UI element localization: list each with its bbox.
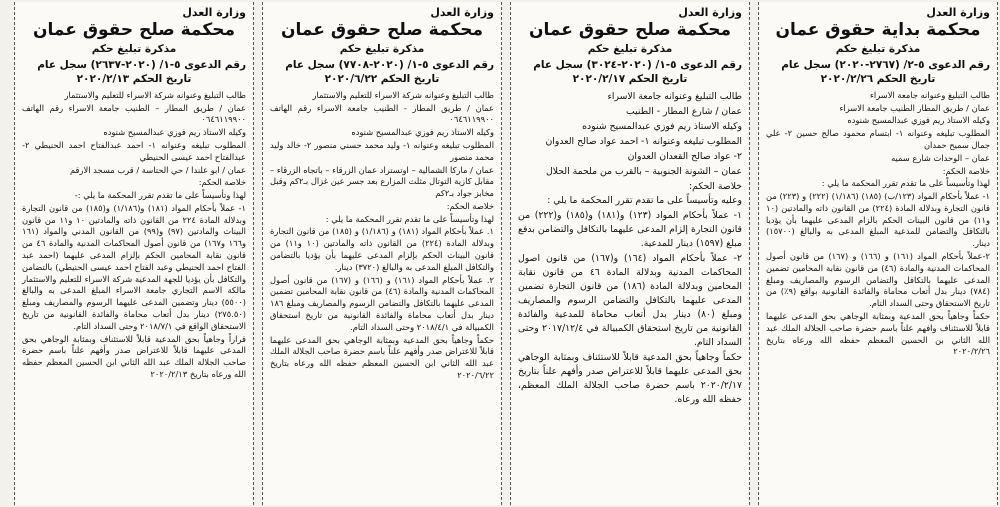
paragraph: المطلوب تبليغه وعنوانه ١- احمد عبدالفتاح احمد الحنيطي ٢- عبدالفتاح احمد عيسى الحنيطي	[22, 140, 247, 162]
paragraph: عمان / طريق المطار الطنيب جامعة الاسراء	[839, 102, 990, 113]
paragraph: ١- عملاً بأحكام المواد (١٢٣/ب) (١٨٥) (١/١٨٦) (٢٢٢) و (٢٢٣) من قانون التجارة وبدلالة المادة (٢٢٤) من القانون ذاته والمادتين (١٠ و١١) من قانون البينات الحكم بالزام المدعى عليهما بأن يؤديا بالتكافل والتضامن للمدعية المبلغ المدعى به والبالغ (١٥٧٠٠) دينار.	[766, 191, 991, 249]
paragraph: ١- عملاً بأحكام المواد (١٨١) و(١/١٨٦) و(١٨٥) من قانون التجارة وبدلالة المادة ٢٢٤ من القانون ذاته والمادتين ١٠ و١١ من قانون البينات والمادتين (٩٧) و(٩٩) من القانون المدني والمواد (١٦١ و١٦٦ و١٦٧) من قانون أصول المحاكمات المدنية والمادة ٤٦ من قانون نقابة المحامين الحكم بإلزام المدعى عليهما (احمد عبد الفتاح احمد الحنيطي وعبد الفتاح احمد عيسى الحنيطي) بالتضامن والتكافل بأن يؤديا للجهة المدعية شركة الاسراء للتعليم والاستثمار مالكة الاسم التجاري جامعة الاسراء المبلغ المدعى به والبالغ (٥٥٠٠) دينار وتضمين المدعى عليهما الرسوم والمصاريف ومبلغ (٢٧٥.٥٠) دينار بدل أتعاب محاماة والفائدة القانونية من تاريخ الاستحقاق الواقع في ٢٠١٨/٧/١ وحتى السداد التام.	[22, 202, 246, 331]
notice-body	[270, 90, 494, 382]
paragraph: طالب التبليغ وعنوانه جامعة الاسراء	[607, 90, 742, 102]
paragraph: وكيله الاستاذ ريم فوزي عبدالمسيح شنوده	[103, 127, 246, 138]
paragraph: طالب التبليغ وعنوانه جامعة الاسراء	[870, 89, 990, 100]
ministry-title: وزارة العدل	[182, 6, 246, 19]
paragraph: حكماً وجاهياً بحق المدعية وبمثابة الوجاهي بحق المدعى عليهما قابلاً للاستئناف وافهم علناً باسم حضرة صاحب الجلالة الملك عبد الله الثاني بن الحسين المعظم حفظه الله ورعاه بتاريخ ٢٠٢٠/٢/٢٦	[766, 310, 990, 357]
paragraph: المطلوب تبليغه وعنوانه ١- وليد محمد حسني منصور ٢- خالد وليد محمد منصور	[270, 140, 494, 162]
court-name: محكمة صلح حقوق عمان	[33, 20, 235, 40]
paragraph: وكيله الاستاذ ريم فوزي عبدالمسيح شنوده	[847, 115, 990, 126]
paragraph: ١. عملاً بأحكام المواد (١٨١) و (١/١٨٦) و (١٨٥) من قانون التجارة وبدلالة المادة (٢٢٤) من القانون ذاته والمادتين (١٠ و١١) من قانون البينات الحكم بإلزام المدعى عليهما بأن يؤديا بالتضامن والتكافل المبلغ المدعى به والبالغ (٣٧٢٠) دينار.	[270, 226, 494, 272]
paragraph: طالب التبليغ وعنوانه شركة الاسراء للتعليم والاستثمار	[312, 89, 494, 100]
paragraph: ٢. عملاً بأحكام المواد (١٦١) و (١٦٦) و (١٦٧) من قانون أصول المحاكمات المدنية والمادة (٤٦) من قانون نقابة المحامين تضمين المدعى عليهما بالتكافل والتضامن الرسوم والمصاريف ومبلغ ١٨٦ دينار بدل أتعاب محاماة والفائدة القانونية من تاريخ استحقاق الكمبيالة في ٢٠١٨/٤/١ وحتى السداد التام.	[270, 274, 495, 332]
notice-type: مذكرة تبليغ حكم	[339, 42, 425, 55]
notice-body	[22, 90, 246, 381]
case-number: رقم الدعوى ٥-١/ (٢٠٢٠-٧٧٠٨) سجل عام	[285, 58, 494, 71]
paragraph: لهذا وتأسيساً على ما تقدم تقرر المحكمة ما يلي :	[821, 178, 990, 189]
notice-type: مذكرة تبليغ حكم	[91, 42, 177, 55]
case-number: رقم الدعوى ٥-١/ (٢٠٢٠-٢٦٣٧) سجل عام	[37, 58, 246, 71]
paragraph: حكماً وجاهياً بحق المدعية قابلاً للاستئناف وبمثابة الوجاهي بحق المدعى عليهما قابلاً للاعتراض صدر وأفهم علناً بتاريخ ٢٠٢٠/٢/١٧ باسم حضرة صاحب الجلالة الملك المعظم، حفظه الله ورعاه.	[518, 351, 742, 405]
judgment-date: تاريخ الحكم ٢٠٢٠/٢/١٧	[572, 72, 688, 85]
paragraph: عمان – الشونة الجنوبية – بالقرب من ملحمة الحلال	[545, 165, 742, 177]
notice-type: مذكرة تبليغ حكم	[835, 42, 921, 55]
paragraph: وعليه وتأسيساً على ما تقدم تقرر المحكمة ما يلي :	[547, 195, 742, 207]
paragraph: ١- عملاً بأحكام المواد (١٢٣) و(١٨١) و(١٨٥) و(٢٢٢) من قانون التجارة إلزام المدعى عليهما بالتكافل والتضامن بدفع مبلغ (١٥٩٧) دينار للمدعية.	[518, 210, 743, 250]
notice-body	[766, 90, 990, 358]
paragraph: خلاصة الحكم:	[689, 180, 742, 192]
paragraph: لهذا وتأسيساً على ما تقدم تقرر المحكمة ما يلي :-	[74, 190, 246, 201]
ministry-title: وزارة العدل	[678, 6, 742, 19]
notice-type: مذكرة تبليغ حكم	[587, 42, 673, 55]
paragraph: ٢- عواد صالح القعدان العدوان	[627, 150, 742, 162]
paragraph: عمان / طريق المطار - الطنيب جامعة الاسراء رقم الهاتف ٠٦٤٦١١٩٩٠٠	[270, 102, 494, 125]
ministry-title: وزارة العدل	[926, 6, 990, 19]
paragraph: عمان / شارع المطار - الطنيب	[625, 105, 742, 117]
court-name: محكمة صلح حقوق عمان	[281, 20, 483, 40]
paragraph: خلاصة الحكم:	[942, 165, 990, 176]
paragraph: ٢-عملاً بأحكام المواد (١٦١) و (١٦٦) و (١٦٧) من قانون أصول المحاكمات المدنية والمادة (٤٦) من قانون نقابة المحامين تضمين المدعى عليهما بالتكافل والتضامن الرسوم والمصاريف ومبلغ (٧٨٤) دينار بدل أتعاب محاماة والفائدة القانونية بواقع (٩٪) من تاريخ الاستحقاق وحتى السداد التام.	[766, 251, 991, 309]
paragraph: خلاصة الحكم:	[446, 200, 494, 211]
court-name: محكمة بداية حقوق عمان	[775, 20, 981, 40]
case-number: رقم الدعوى ٥-١/ (٢٠٢٠-٣٠٢٤) سجل عام	[533, 58, 742, 71]
paragraph: وكيله الاستاذ ريم فوزي عبدالمسيح شنوده	[351, 127, 494, 138]
paragraph: عمان / ماركا الشمالية – اوتستراد عمان الزرقاء – باتجاه الزرقاء – مقابل كازية التوتال مثلث المزارع بعد جسر عين غزال بـ٢كم وقبل مخابز جواد بـ٢كم	[270, 164, 495, 199]
judgment-date: تاريخ الحكم ٢٠٢٠/٢/١٣	[76, 72, 192, 85]
court-name: محكمة صلح حقوق عمان	[529, 20, 731, 40]
case-number: رقم الدعوى ٥-٢/ (٢٧٦٧-٢٠٢٠) سجل عام	[781, 58, 990, 71]
paragraph: المطلوب تبليغه وعنوانه ١- ابتسام محمود صالح حسين ٢- علي جمال سميح حمدان	[766, 128, 991, 151]
paragraph: عمان / طريق المطار – الطنيب جامعة الاسراء رقم الهاتف ٠٦٤٦١١٩٩٠٠	[22, 102, 246, 125]
paragraph: لهذا وتأسيساً على ما تقدم تقرر المحكمة ما يلي :	[325, 213, 494, 224]
ministry-title: وزارة العدل	[430, 6, 494, 19]
paragraph: المطلوب تبليغه وعنوانه ١- احمد عواد صالح العدوان	[545, 135, 742, 147]
notice-column-1	[758, 2, 998, 505]
notice-column-3	[262, 2, 502, 505]
paragraph: ٢- عملاً بأحكام المواد (١٦٤) و(١٦٧) من قانون اصول المحاكمات المدنية وبدلالة المادة ٤٦ من قانون نقابة المحامين وبدلالة المادة (١٨٦) من قانون التجارة تضمين المدعى عليهما بالتكافل والتضامن الرسوم والمصاريف ومبلغ (٨٠) دينار بدل أتعاب محاماة للمدعية والفائدة القانونية من تاريخ استحقاق الكمبيالة في ٢٠١٧/١٢/٤ وحتى السداد التام.	[518, 253, 743, 348]
notice-body	[518, 90, 742, 407]
paragraph: خلاصة الحكم:	[198, 177, 246, 188]
judgment-date: تاريخ الحكم ٢٠٢٠/٢/٢٦	[820, 72, 936, 85]
notice-column-2	[510, 2, 750, 505]
paragraph: حكماً وجاهياً بحق المدعية وبمثابة الوجاهي بحق المدعى عليهما قابلاً للاعتراض صدر وأفهم علناً باسم حضرة صاحب الجلالة الملك عبد الله الثاني ابن الحسين المعظم حفظه الله ورعاه بتاريخ ٢٠٢٠/٦/٢٢	[270, 334, 494, 380]
paragraph: وكيله الاستاذ ريم فوزي عبدالمسيح شنوده	[582, 120, 742, 132]
judgment-date: تاريخ الحكم ٢٠٢٠/٦/٢٢	[324, 72, 440, 85]
paragraph: عمان – الوحدات شارع سميه	[891, 152, 990, 163]
paragraph: قراراً وجاهياً بحق المدعية قابلاً للاستئناف وبمثابة الوجاهي بحق المدعى عليهما قابلاً للاعتراض صدر وأفهم علناً باسم حضرة صاحب الجلالة الملك عبد الله الثاني ابن الحسين المعظم حفظه الله ورعاه بتاريخ ٢٠٢٠/٢/١٣	[22, 333, 246, 379]
paragraph: طالب التبليغ وعنوانه شركة الاسراء للتعليم والاستثمار	[64, 89, 246, 100]
notice-column-4	[14, 2, 254, 505]
paragraph: عمان / ابو علندا / حي الحتاسة / قرب مسجد الارقم	[70, 164, 246, 175]
